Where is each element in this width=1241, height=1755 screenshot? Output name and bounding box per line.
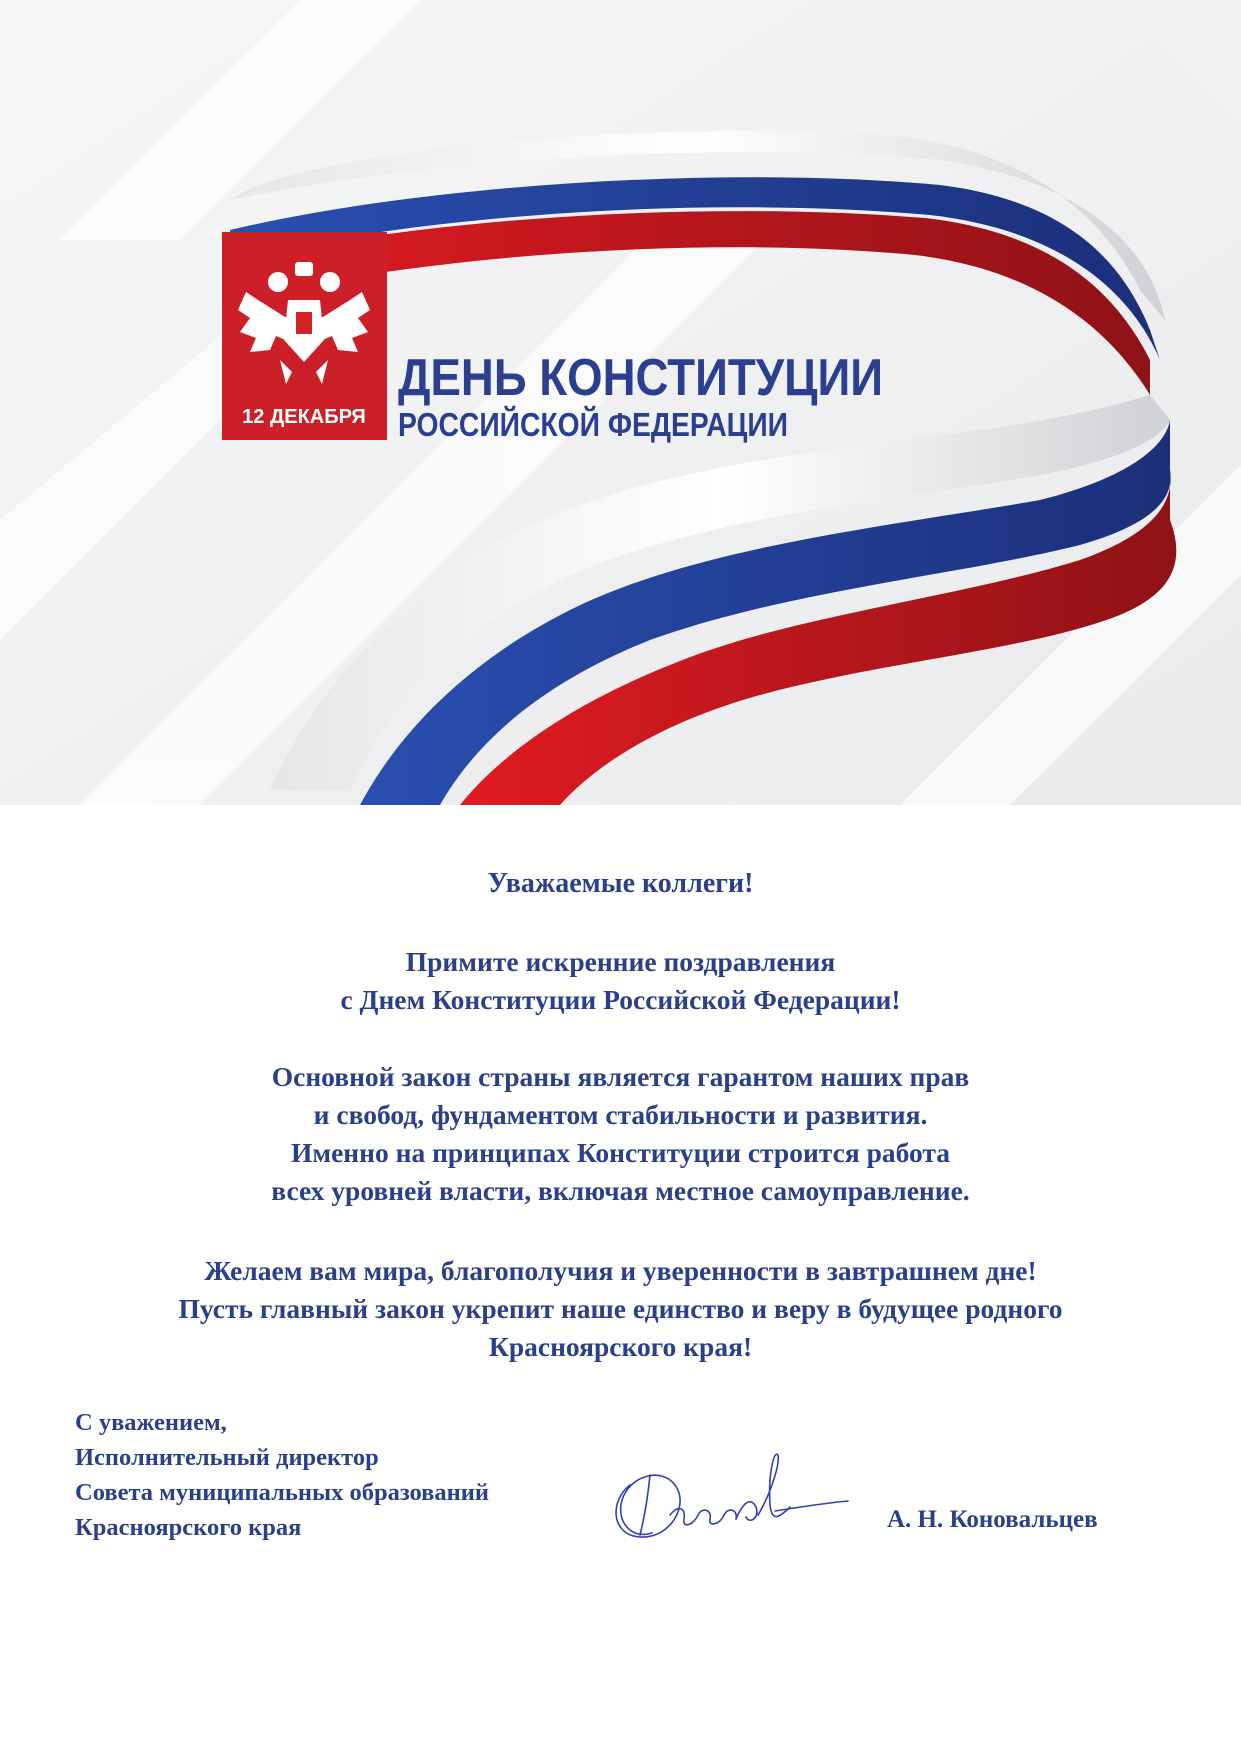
- letter-line: Основной закон страны является гарантом наших прав: [271, 1061, 970, 1092]
- banner-image: [0, 0, 1241, 805]
- banner-title-line2: РОССИЙСКОЙ ФЕДЕРАЦИИ: [398, 406, 854, 443]
- letter-paragraph-constitution: [60, 1058, 1181, 1210]
- closing-line: С уважением,: [75, 1409, 227, 1436]
- letter-line: Пусть главный закон укрепит наше единство и веру в будущее родного: [178, 1293, 1063, 1324]
- closing-line: Исполнительный директор: [75, 1444, 379, 1471]
- letter-line: Желаем вам мира, благополучия и уверенности в завтрашнем дне!: [204, 1255, 1037, 1286]
- letter-line: с Днем Конституции Российской Федерации!: [340, 984, 901, 1015]
- handwritten-signature: [600, 1445, 860, 1555]
- letter-closing: [75, 1405, 489, 1545]
- banner-title-line1: ДЕНЬ КОНСТИТУЦИИ: [398, 349, 883, 407]
- closing-line: Совета муниципальных образований: [75, 1479, 489, 1506]
- letter-line: Именно на принципах Конституции строится работа: [290, 1137, 951, 1168]
- closing-line: Красноярского края: [75, 1514, 302, 1541]
- letter-line: Красноярского края!: [488, 1331, 753, 1362]
- signer-name: А. Н. Коновальцев: [887, 1506, 1098, 1533]
- emblem-badge: [222, 232, 387, 440]
- letter-paragraph-wishes: [60, 1252, 1181, 1366]
- letter-paragraph-congrats: [60, 943, 1181, 1019]
- letter-line: и свобод, фундаментом стабильности и развития.: [313, 1099, 928, 1130]
- letter-line: Примите искренние поздравления: [405, 946, 836, 977]
- letter-line: всех уровней власти, включая местное самоуправление.: [271, 1175, 970, 1206]
- badge-date-label: 12 ДЕКАБРЯ: [242, 406, 366, 428]
- letter-greeting: Уважаемые коллеги!: [487, 868, 754, 899]
